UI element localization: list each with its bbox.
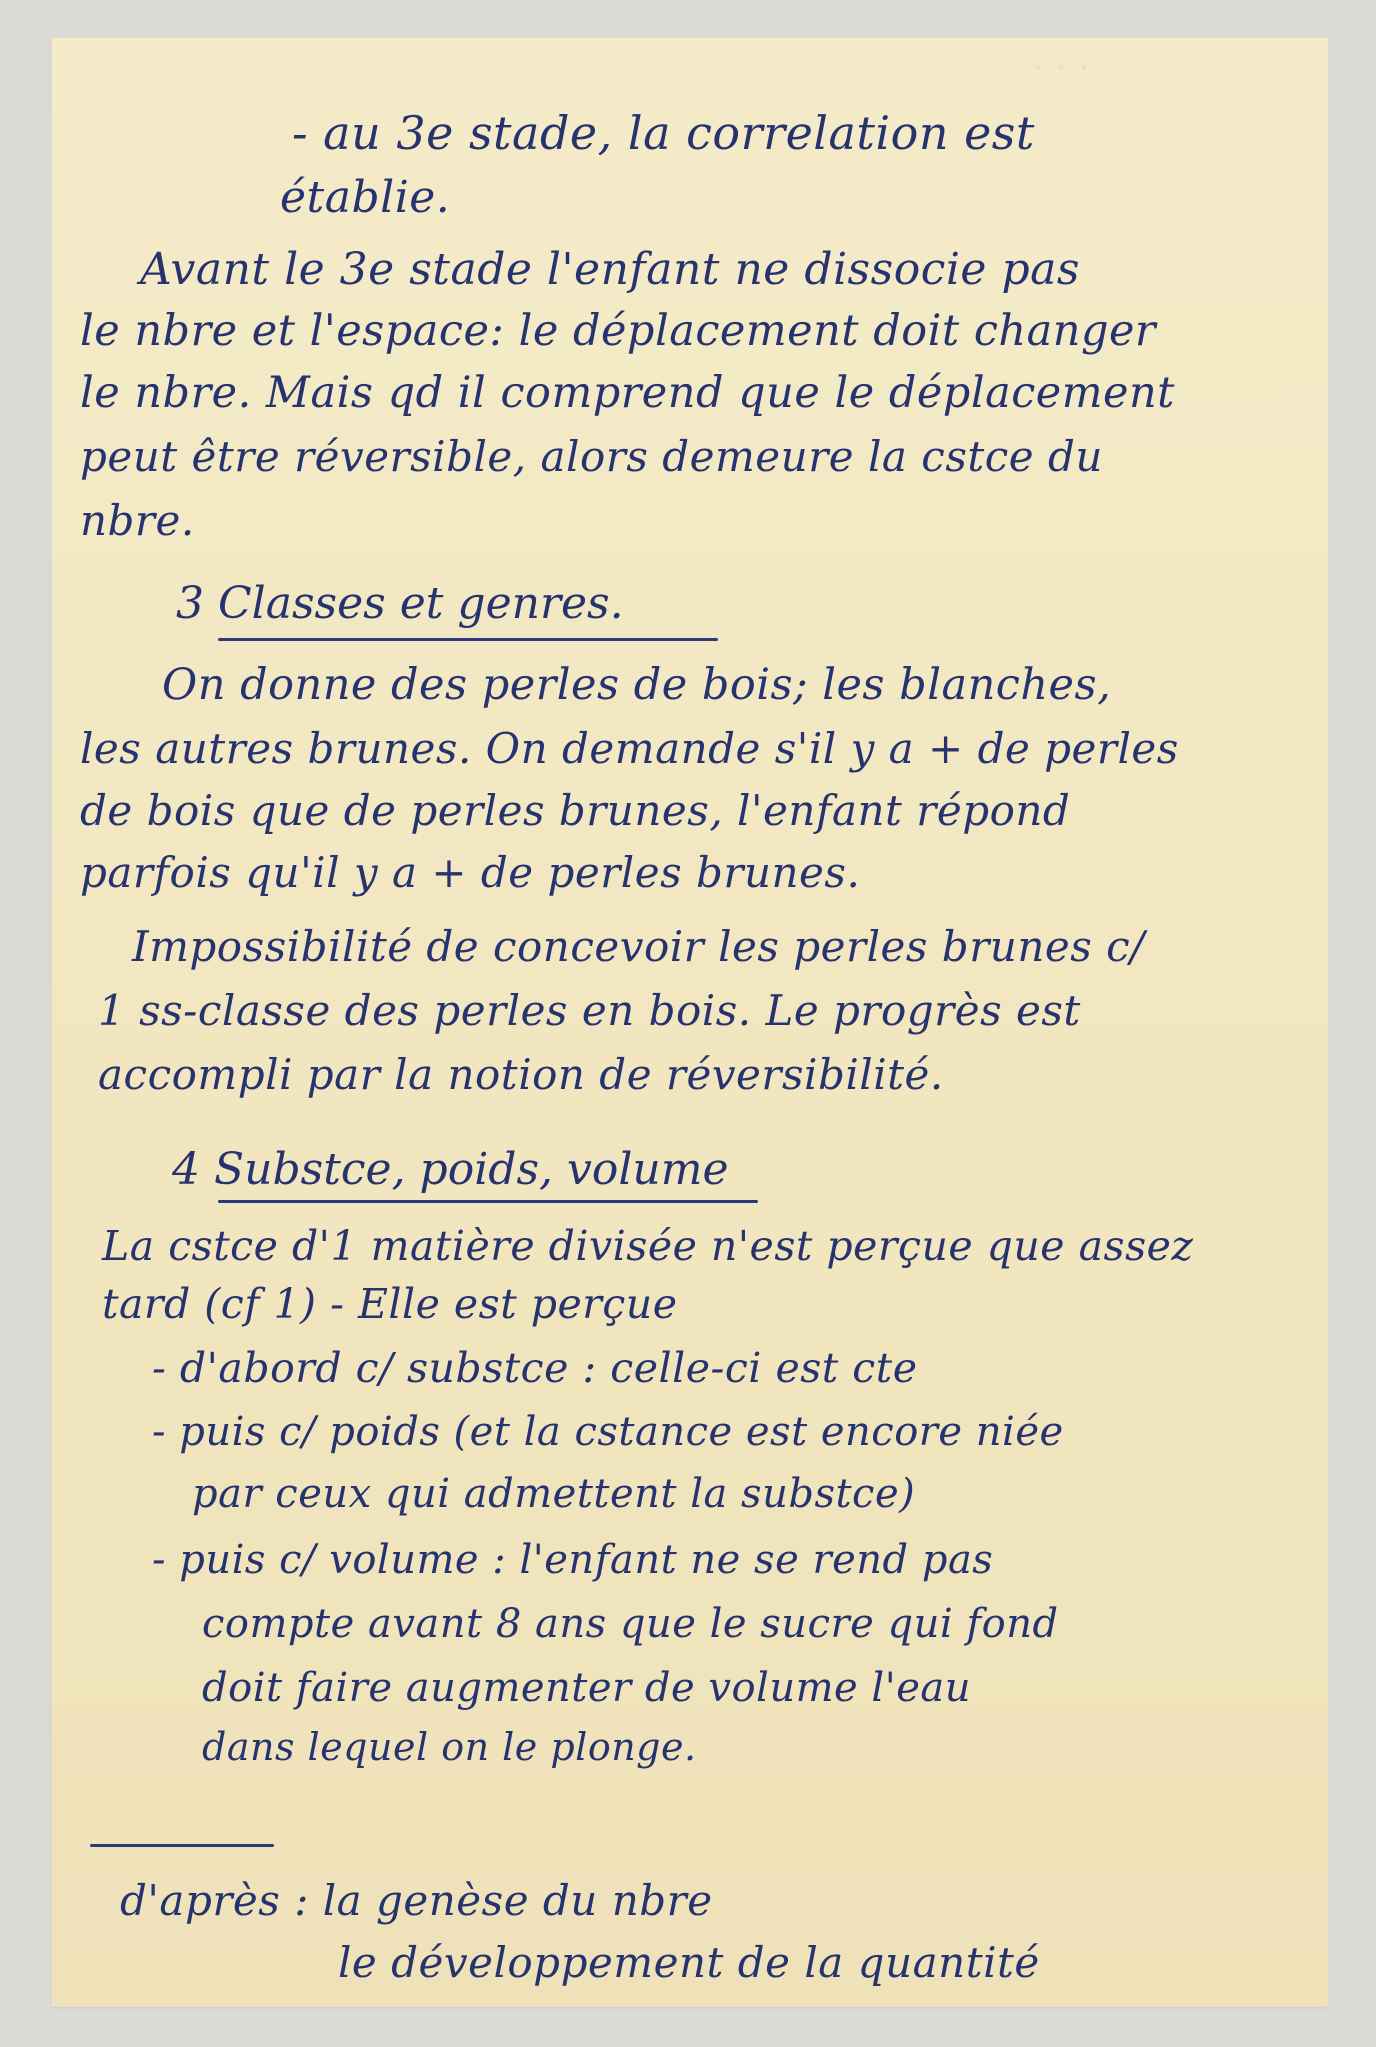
text-line: - au 3e stade, la correlation est <box>292 106 1035 160</box>
text-line: accompli par la notion de réversibilité. <box>98 1050 944 1099</box>
text-line: peut être réversible, alors demeure la cstce du <box>80 432 1103 481</box>
text-line: - d'abord c/ substce : celle-ci est cte <box>152 1344 918 1392</box>
text-line: - puis c/ poids (et la cstance est encore niée <box>152 1409 1064 1455</box>
manuscript-page <box>52 38 1328 2006</box>
text-line: de bois que de perles brunes, l'enfant répond <box>80 786 1071 835</box>
text-line: compte avant 8 ans que le sucre qui fond <box>202 1601 1059 1647</box>
text-line: doit faire augmenter de volume l'eau <box>202 1665 971 1711</box>
text-line: établie. <box>280 172 451 223</box>
heading-underline <box>218 638 718 641</box>
text-line: On donne des perles de bois; les blanches, <box>162 660 1112 710</box>
text-line: Avant le 3e stade l'enfant ne dissocie pas <box>140 244 1080 295</box>
text-line: par ceux qui admettent la substce) <box>192 1471 916 1517</box>
text-line: les autres brunes. On demande s'il y a + de perles <box>80 724 1179 773</box>
text-line: dans lequel on le plonge. <box>202 1725 697 1769</box>
text-line: nbre. <box>80 496 195 545</box>
text-line: parfois qu'il y a + de perles brunes. <box>80 848 861 897</box>
text-line: le nbre et l'espace: le déplacement doit changer <box>80 306 1156 356</box>
text-line: 1 ss-classe des perles en bois. Le progrès est <box>98 986 1081 1035</box>
bleed-through-ink: · · · <box>1032 48 1090 89</box>
text-line: le nbre. Mais qd il comprend que le déplacement <box>80 368 1175 418</box>
text-line: La cstce d'1 matière divisée n'est perçue que assez <box>102 1222 1194 1270</box>
text-line: - puis c/ volume : l'enfant ne se rend pas <box>152 1537 994 1583</box>
footer-rule <box>90 1844 274 1847</box>
section-heading: 3 Classes et genres. <box>176 578 624 629</box>
heading-underline <box>218 1200 758 1203</box>
text-line: tard (cf 1) - Elle est perçue <box>102 1280 678 1328</box>
source-note: d'après : la genèse du nbre <box>120 1876 713 1925</box>
text-line: Impossibilité de concevoir les perles brunes c/ <box>132 922 1145 971</box>
source-note: le développement de la quantité <box>338 1938 1040 1987</box>
section-heading: 4 Substce, poids, volume <box>172 1144 729 1195</box>
